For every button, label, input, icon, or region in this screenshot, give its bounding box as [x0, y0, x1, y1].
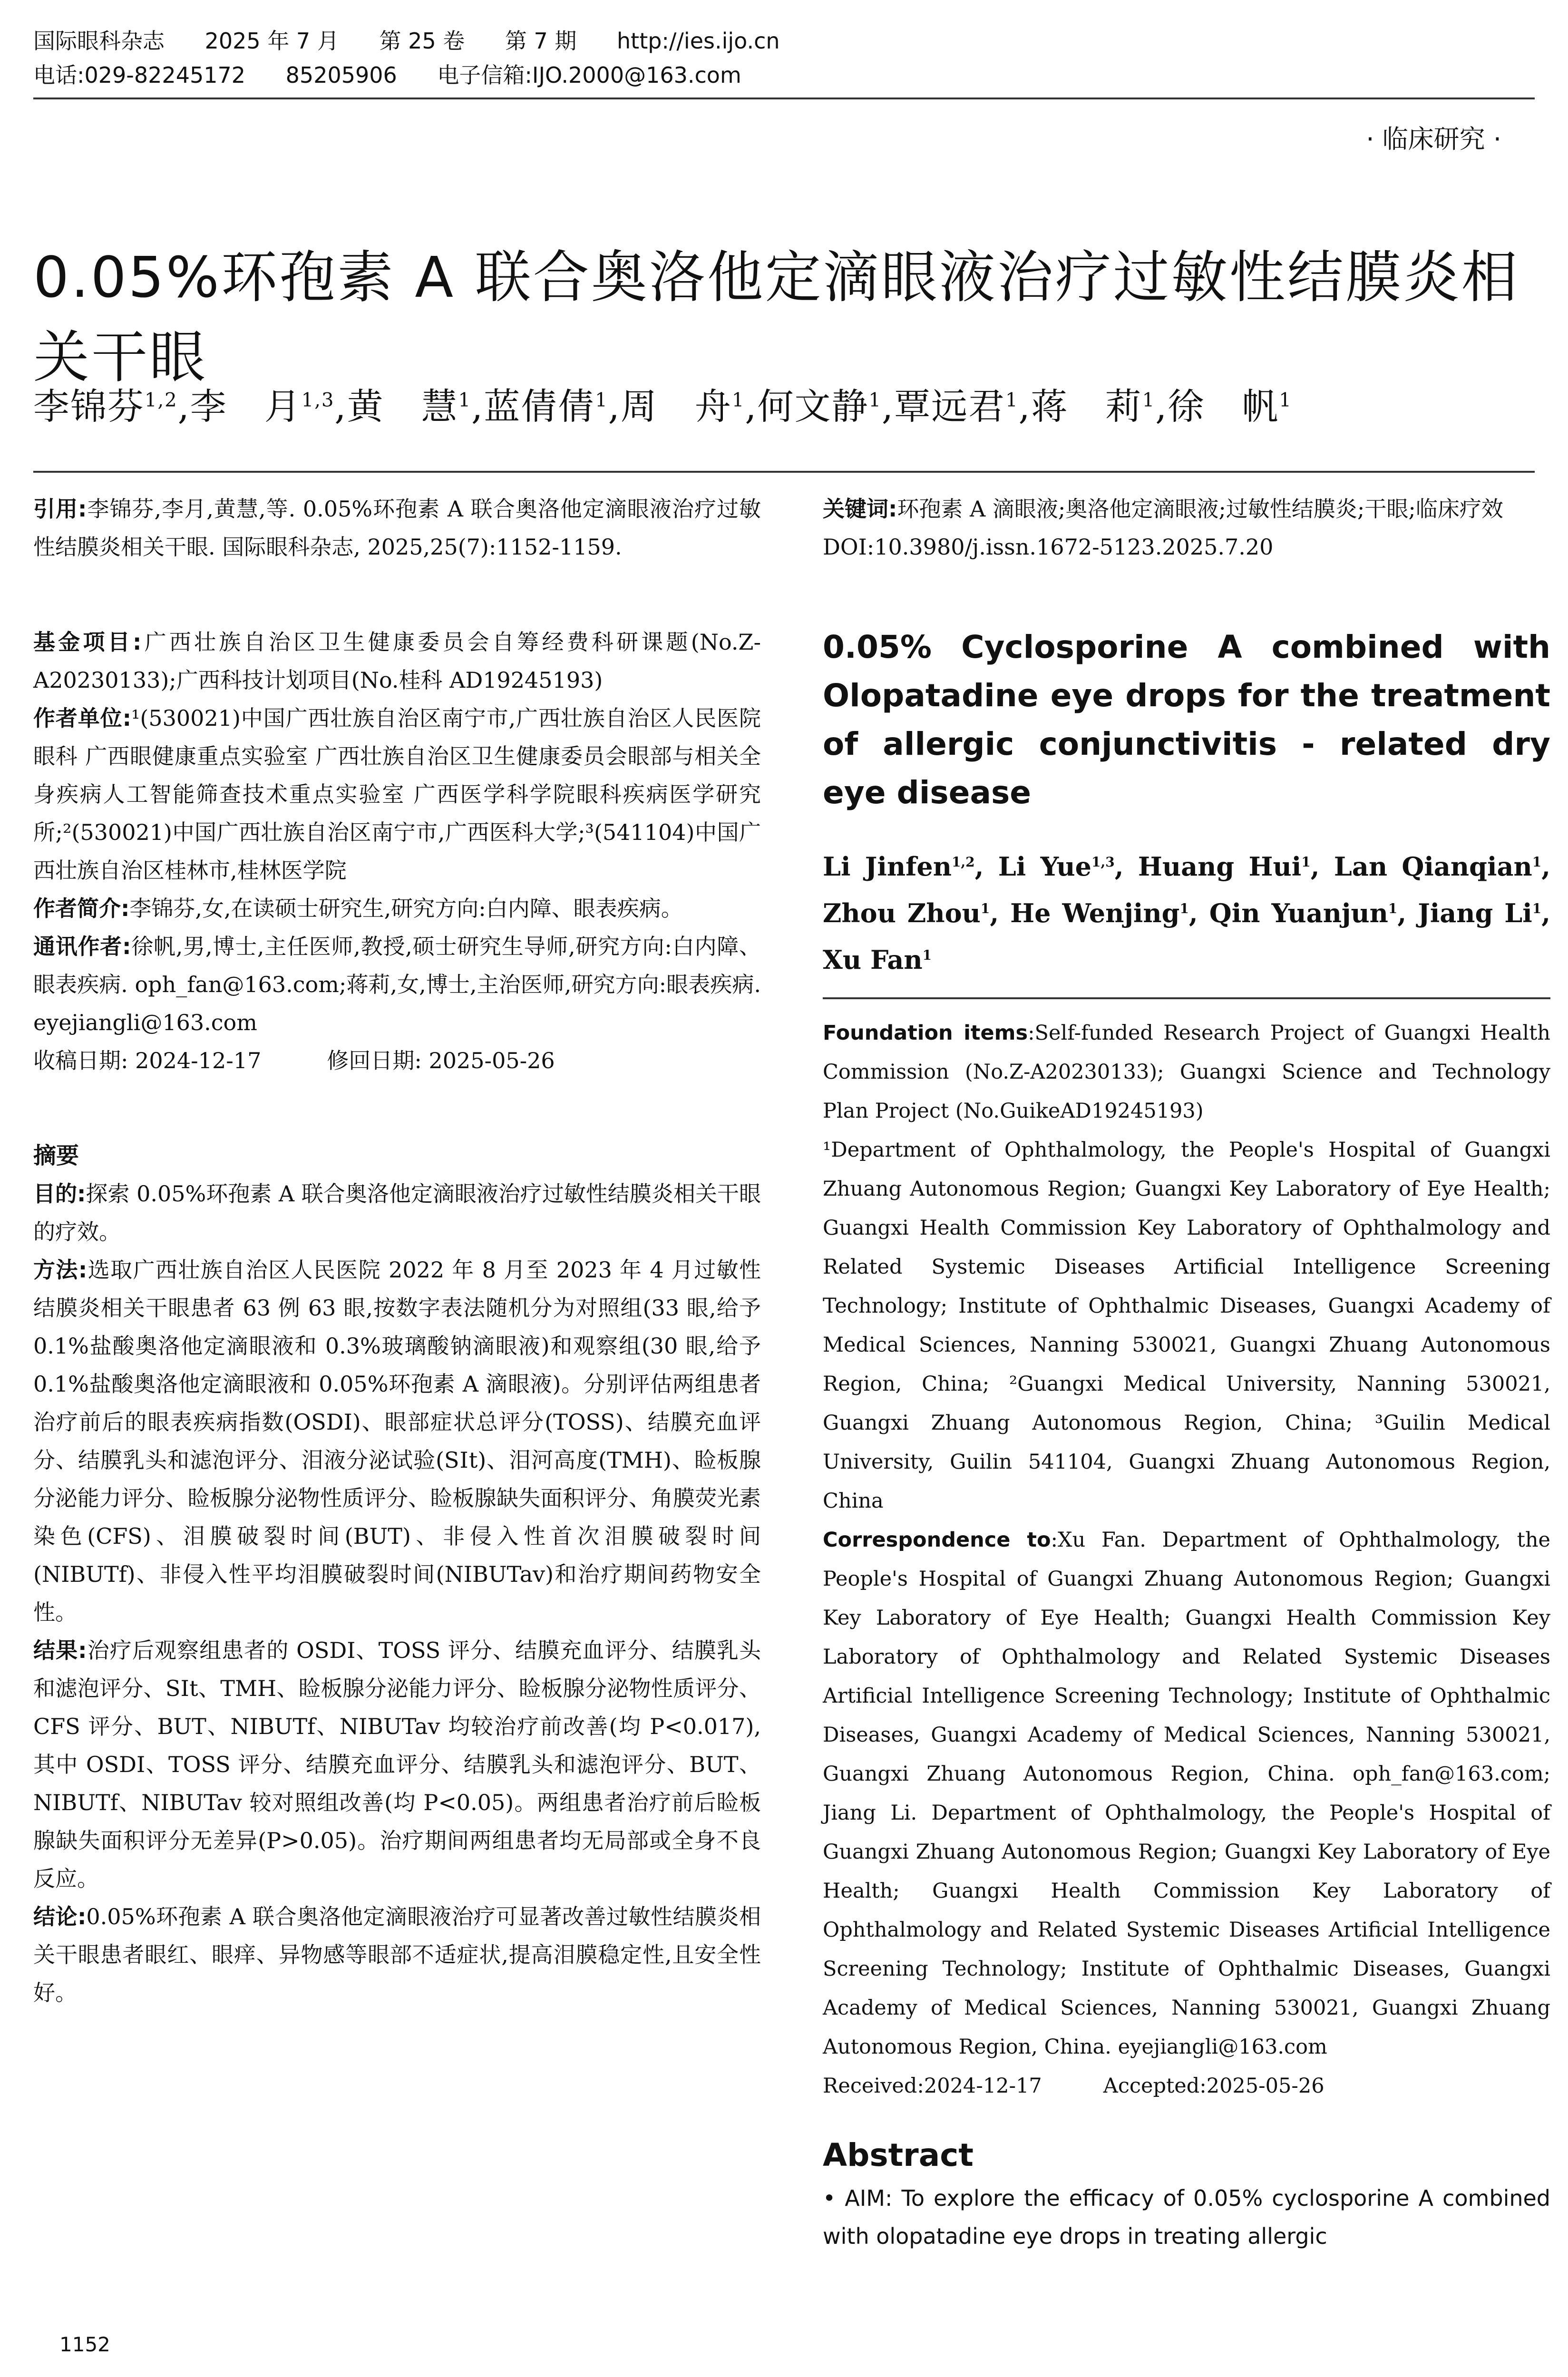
phone: 电话:029-82245172 — [33, 62, 246, 88]
author: 何文静$^1$ — [757, 385, 882, 428]
author-intro: 作者简介:李锦芬,女,在读硕士研究生,研究方向:白内障、眼表疾病。 — [33, 896, 683, 921]
phone-2: 85205906 — [285, 62, 397, 88]
author: 蓝倩倩$^1$ — [484, 385, 608, 428]
right-column — [823, 490, 1550, 2255]
right-column-rule — [823, 997, 1550, 999]
author-list-zh: 李锦芬$^{1,2}$,李 月$^{1,3}$,黄 慧$^1$,蓝倩倩$^1$,周 舟$^1$,何文静$^1$,覃远君$^1$,蒋 莉$^1$,徐 帆$^1$ — [33, 385, 1292, 428]
abstract-methods: 方法:选取广西壮族自治区人民医院 2022 年 8 月至 2023 年 4 月过敏性结膜炎相关干眼患者 63 例 63 眼,按数字表法随机分为对照组(33 眼,给予 0.1%盐酸奥洛他定滴眼液和 0.3%玻璃酸钠滴眼液)和观察组(30 眼,给予 0.1%盐酸奥洛他定滴眼液和 0.05%环孢素 A 滴眼液)。分别评估两组患者治疗前后的眼表疾病指数(OSDI)、眼部症状总评分(TOSS)、结膜充血评分、结膜乳头和滤泡评分、泪液分泌试验(SⅠt)、泪河高度(TMH)、睑板腺分泌能力评分、睑板腺分泌物性质评分、睑板腺缺失面积评分、角膜荧光素染色(CFS)、泪膜破裂时间(BUT)、非侵入性首次泪膜破裂时间(NIBUTf)、非侵入性平均泪膜破裂时间(NIBUTav)和治疗期间药物安全性。 — [33, 1257, 761, 1625]
abstract-results: 结果:治疗后观察组患者的 OSDI、TOSS 评分、结膜充血评分、结膜乳头和滤泡评分、SⅠt、TMH、睑板腺分泌能力评分、睑板腺分泌物性质评分、CFS 评分、BUT、NIBUTf、NIBUTav 均较治疗前改善(均 P<0.017),其中 OSDI、TOSS 评分、结膜充血评分、结膜乳头和滤泡评分、BUT、NIBUTf、NIBUTav 较对照组改善(均 P<0.05)。两组患者治疗前后睑板腺缺失面积评分无差异(P>0.05)。治疗期间两组患者均无局部或全身不良反应。 — [33, 1637, 761, 1891]
left-column — [33, 490, 761, 2012]
journal-name: 国际眼科杂志 — [33, 28, 165, 54]
abstract-aim: 目的:探索 0.05%环孢素 A 联合奥洛他定滴眼液治疗过敏性结膜炎相关干眼的疗效。 — [33, 1181, 761, 1245]
correspondence-en: Correspondence to:Xu Fan. Department of Ophthalmology, the People's Hospital of Guangxi Zhuang Autonomous Region; Guangxi Key Laboratory of Eye Health; Guangxi Health Commission Key Laboratory of Ophthalmology and Related Systemic Diseases Artificial Intelligence Screening Technology; Institute of Ophthalmic Diseases, Guangxi Academy of Medical Sciences, Nanning 530021, Guangxi Zhuang Autonomous Region, China. oph_fan@163.com; Jiang Li. Department of Ophthalmology, the People's Hospital of Guangxi Zhuang Autonomous Region; Guangxi Key Laboratory of Eye Health; Guangxi Health Commission Key Laboratory of Ophthalmology and Related Systemic Diseases Artificial Intelligence Screening Technology; Institute of Ophthalmic Diseases, Guangxi Academy of Medical Sciences, Nanning 530021, Guangxi Zhuang Autonomous Region, China. eyejiangli@163.com — [823, 1528, 1550, 2059]
article-title-zh: 0.05%环孢素 A 联合奥洛他定滴眼液治疗过敏性结膜炎相关干眼 — [33, 244, 1519, 390]
page-number: 1152 — [59, 2333, 110, 2356]
authors-rule — [33, 471, 1535, 473]
author-units: 作者单位:¹(530021)中国广西壮族自治区南宁市,广西壮族自治区人民医院眼科 广西眼健康重点实验室 广西壮族自治区卫生健康委员会眼部与相关全身疾病人工智能筛查技术重点实验室 广西医学科学院眼科疾病医学研究所;²(530021)中国广西壮族自治区南宁市,广西医科大学;³(541104)中国广西壮族自治区桂林市,桂林医学院 — [33, 705, 761, 883]
author: 徐 帆$^1$ — [1168, 385, 1292, 428]
dates-en: Received:2024-12-17 Accepted:2025-05-26 — [823, 2074, 1325, 2098]
corresponding-author: 通讯作者:徐帆,男,博士,主任医师,教授,硕士研究生导师,研究方向:白内障、眼表疾病. oph_fan@163.com;蒋莉,女,博士,主治医师,研究方向:眼表疾病. eyejiangli@163.com — [33, 934, 761, 1035]
abstract-conclusion: 结论:0.05%环孢素 A 联合奥洛他定滴眼液治疗可显著改善过敏性结膜炎相关干眼患者眼红、眼痒、异物感等眼部不适症状,提高泪膜稳定性,且安全性好。 — [33, 1904, 761, 2006]
issue: 第 7 期 — [505, 28, 577, 54]
journal-url[interactable]: http://ies.ijo.cn — [617, 28, 780, 54]
dates: 收稿日期: 2024-12-17 修回日期: 2025-05-26 — [33, 1048, 555, 1073]
fund: 基金项目:广西壮族自治区卫生健康委员会自筹经费科研课题(No.Z-A20230133);广西科技计划项目(No.桂科 AD19245193) — [33, 629, 761, 693]
issue-date: 2025 年 7 月 — [205, 28, 339, 54]
section-label: · 临床研究 · — [1366, 124, 1501, 154]
journal-header — [33, 24, 813, 92]
article-title-en: 0.05% Cyclosporine A combined with Olopatadine eye drops for the treatment of allergic conjunctivitis - related dry eye disease — [823, 629, 1550, 811]
abstract-heading-zh: 摘要 — [33, 1142, 79, 1169]
author: 黄 慧$^1$ — [347, 385, 472, 428]
author: 李锦芬$^{1,2}$ — [33, 385, 178, 428]
volume: 第 25 卷 — [379, 28, 465, 54]
doi[interactable]: DOI:10.3980/j.issn.1672-5123.2025.7.20 — [823, 534, 1274, 560]
author: 李 月$^{1,3}$ — [190, 385, 335, 428]
abstract-heading-en: Abstract — [823, 2137, 974, 2173]
citation: 引用:李锦芬,李月,黄慧,等. 0.05%环孢素 A 联合奥洛他定滴眼液治疗过敏性结膜炎相关干眼. 国际眼科杂志, 2025,25(7):1152-1159. — [33, 496, 761, 560]
journal-email[interactable]: 电子信箱:IJO.2000@163.com — [437, 62, 741, 88]
keywords: 关键词:环孢素 A 滴眼液;奥洛他定滴眼液;过敏性结膜炎;干眼;临床疗效 — [823, 496, 1503, 522]
header-rule — [33, 97, 1535, 99]
affiliations-en: ¹Department of Ophthalmology, the People's Hospital of Guangxi Zhuang Autonomous Region; Guangxi Key Laboratory of Eye Health; Guangxi Health Commission Key Laboratory of Ophthalmology and Related Systemic Diseases Artificial Intelligence Screening Technology; Institute of Ophthalmic Diseases, Guangxi Academy of Medical Sciences, Nanning 530021, Guangxi Zhuang Autonomous Region, China; ²Guangxi Medical University, Nanning 530021, Guangxi Zhuang Autonomous Region, China; ³Guilin Medical University, Guilin 541104, Guangxi Zhuang Autonomous Region, China — [823, 1138, 1550, 1513]
author-list-en: Li Jinfen$^{1,2}$, Li Yue$^{1,3}$, Huang Hui$^1$, Lan Qianqian$^1$, Zhou Zhou$^1$, He Wenjing$^1$, Qin Yuanjun$^1$, Jiang Li$^1$, Xu Fan$^1$ — [823, 851, 1551, 975]
author: 蒋 莉$^1$ — [1031, 385, 1156, 428]
author: 覃远君$^1$ — [894, 385, 1019, 428]
foundation-items: Foundation items:Self-funded Research Project of Guangxi Health Commission (No.Z-A20230133); Guangxi Science and Technology Plan Project (No.GuikeAD19245193) — [823, 1021, 1550, 1123]
author: 周 舟$^1$ — [620, 385, 745, 428]
abstract-aim-en: • AIM: To explore the efficacy of 0.05% cyclosporine A combined with olopatadine eye drops in treating allergic — [823, 2185, 1550, 2249]
